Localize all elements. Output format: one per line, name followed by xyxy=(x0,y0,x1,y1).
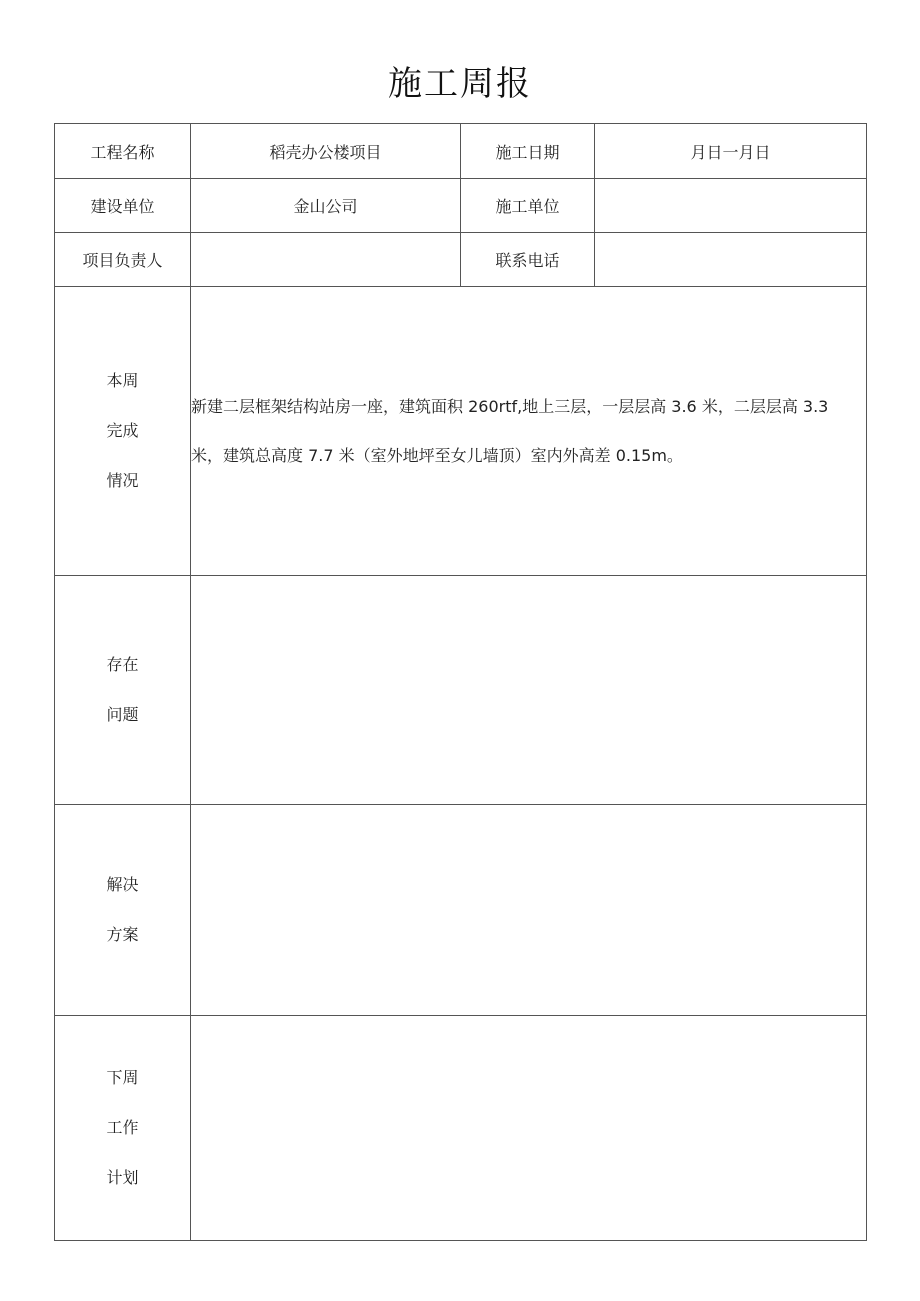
completed-content-line: 米，建筑总高度 7.7 米（室外地坪至女儿墙顶）室内外高差 0.15m。 xyxy=(191,446,683,465)
next-week-label-line: 工作 xyxy=(106,1118,139,1137)
row-issues xyxy=(55,576,867,805)
project-name-value: 稻壳办公楼项目 xyxy=(191,124,461,179)
solutions-label-line: 方案 xyxy=(106,925,139,944)
project-name-label: 工程名称 xyxy=(55,124,191,179)
completed-label-line: 本周 xyxy=(106,371,139,390)
contractor-value xyxy=(595,179,867,233)
completed-content-line: 新建二层框架结构站房一座，建筑面积 260rtf,地上三层，一层层高 3.6 米，二层层高 3.3 xyxy=(191,397,829,416)
next-week-label-line: 下周 xyxy=(106,1068,139,1087)
issues-label xyxy=(55,576,191,805)
issues-label-line: 存在 xyxy=(106,655,139,674)
row-builder xyxy=(55,179,867,233)
manager-label: 项目负责人 xyxy=(55,233,191,287)
issues-label-line: 问题 xyxy=(106,705,139,724)
next-week-label-line: 计划 xyxy=(106,1168,139,1187)
construction-date-value: 月日一月日 xyxy=(595,124,867,179)
completed-content xyxy=(191,287,867,576)
contractor-label: 施工单位 xyxy=(461,179,595,233)
completed-label-line: 完成 xyxy=(106,421,139,440)
page-title: 施工周报 xyxy=(388,64,532,104)
row-solutions xyxy=(55,805,867,1016)
phone-label: 联系电话 xyxy=(461,233,595,287)
completed-label xyxy=(55,287,191,576)
completed-label-line: 情况 xyxy=(106,471,139,490)
manager-value xyxy=(191,233,461,287)
builder-label: 建设单位 xyxy=(55,179,191,233)
solutions-content xyxy=(191,805,867,1016)
construction-date-label: 施工日期 xyxy=(461,124,595,179)
row-project-name xyxy=(55,124,867,179)
next-week-content xyxy=(191,1016,867,1241)
row-next-week xyxy=(55,1016,867,1241)
solutions-label-line: 解决 xyxy=(106,875,139,894)
issues-content xyxy=(191,576,867,805)
next-week-label xyxy=(55,1016,191,1241)
phone-value xyxy=(595,233,867,287)
row-completed xyxy=(55,287,867,576)
row-manager xyxy=(55,233,867,287)
builder-value: 金山公司 xyxy=(191,179,461,233)
solutions-label xyxy=(55,805,191,1016)
weekly-report-table xyxy=(54,123,867,1241)
